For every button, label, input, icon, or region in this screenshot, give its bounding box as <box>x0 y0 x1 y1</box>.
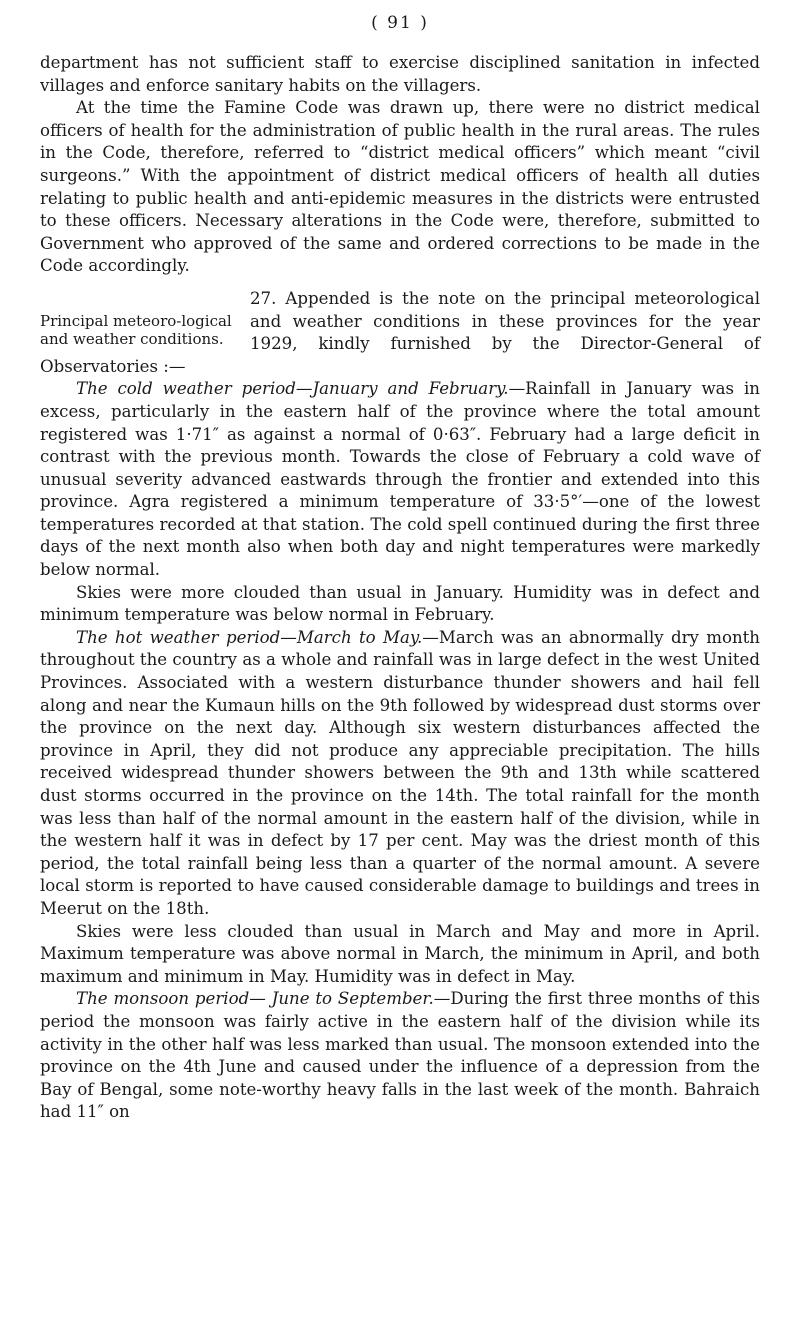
section-27 <box>40 288 760 378</box>
hot-weather-text: —March was an abnormally dry month throughout the country as a whole and rainfall was in large defect in the west United Provinces. Associated with a western disturbance thunder showers and hail fell along and near the Kumaun hills on the 9th followed by widespread dust storms over the province on the next day. Although six western disturbances affected the province in April, they did not produce any appreciable precipitation. The hills received widespread thunder showers between the 9th and 13th while scattered dust storms occurred in the province on the 14th. The total rainfall for the month was less than half of the normal amount in the eastern half of the division, while in the western half it was in defect by 17 per cent. May was the driest month of this period, the total rainfall being less than a quarter of the normal amount. A severe local storm is reported to have caused considerable damage to buildings and trees in Meerut on the 18th. <box>40 627 760 918</box>
paragraph-continuation: department has not sufficient staff to exercise disciplined sanitation in infected villages and enforce sanitary habits on the villagers. <box>40 53 760 95</box>
page-number: ( 91 ) <box>371 13 429 33</box>
document-page <box>40 12 760 1332</box>
heading-monsoon: The monsoon period— June to September. <box>76 989 434 1009</box>
side-note-meteorological: Principal meteoro-logical and weather conditions. <box>40 311 232 348</box>
section-27-text: Appended is the note on the principal meteorological and weather conditions in these provinces for the year 1929, kindly furnished by the Director-General of Observatories :— <box>40 288 761 376</box>
paragraph-cold-weather-skies: Skies were more clouded than usual in January. Humidity was in defect and minimum temperature was below normal in February. <box>40 582 760 625</box>
monsoon-text: —During the first three months of this period the monsoon was fairly active in the eastern half of the division while its activity in the other half was less marked than usual. The monsoon extended into the province on the 4th June and caused under the influence of a depression from the Bay of Bengal, some note-worthy heavy falls in the last week of the month. Bahraich had 11″ on <box>40 989 760 1122</box>
paragraph-monsoon <box>40 988 760 1124</box>
heading-cold-weather: The cold weather period—January and February. <box>76 379 509 399</box>
paragraph-hot-weather-skies: Skies were less clouded than usual in March and May and more in April. Maximum temperature was above normal in March, the minimum in April, and both maximum and minimum in May. Humidity was in defect in May. <box>40 921 760 986</box>
paragraph-cold-weather <box>40 378 760 581</box>
paragraph-hot-weather <box>40 627 760 921</box>
cold-weather-text: —Rainfall in January was in excess, particularly in the eastern half of the province where the total amount registered was 1·71″ as against a normal of 0·63″. February had a large deficit in contrast with the previous month. Towards the close of February a cold wave of unusual severity advanced eastwards through the frontier and extended into this province. Agra registered a minimum temperature of 33·5°′—one of the lowest temperatures recorded at that station. The cold spell continued during the first three days of the next month also when both day and night temperatures were markedly below normal. <box>40 379 760 580</box>
heading-hot-weather: The hot weather period—March to May. <box>76 627 423 647</box>
section-number: 27. <box>250 288 277 308</box>
paragraph-famine-code: At the time the Famine Code was drawn up, there were no district medical officers of health for the administration of public health in the rural areas. The rules in the Code, therefore, referred to “district medical officers” which meant “civil surgeons.” With the appointment of district medical officers of health all duties relating to public health and anti-epidemic measures in the districts were entrusted to these officers. Necessary alterations in the Code were, therefore, submitted to Government who approved of the same and ordered corrections to be made in the Code accordingly. <box>40 98 760 276</box>
